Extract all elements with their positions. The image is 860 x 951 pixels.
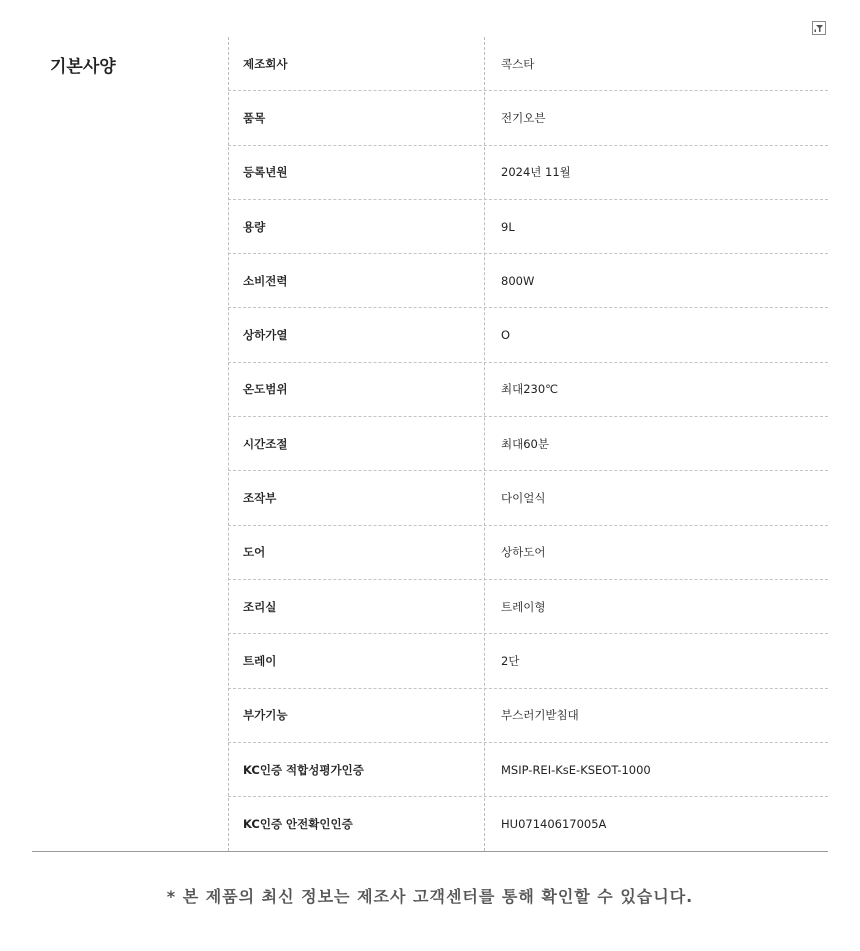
spec-label: 부가기능 (243, 708, 288, 723)
spec-value: 전기오븐 (501, 110, 546, 125)
filter-toggle-icon[interactable] (812, 21, 826, 35)
spec-label: 제조회사 (243, 56, 288, 71)
spec-value: 상하도어 (501, 545, 546, 560)
spec-label: 트레이 (243, 653, 277, 668)
spec-row-controls (228, 471, 828, 525)
spec-label: 도어 (243, 545, 266, 560)
spec-value: 트레이형 (501, 599, 546, 614)
spec-row-extra-features (228, 689, 828, 743)
spec-label: 소비전력 (243, 273, 288, 288)
spec-row-door (228, 526, 828, 580)
spec-row-cooking-chamber (228, 580, 828, 634)
spec-label: 조리실 (243, 599, 277, 614)
spec-value: 2024년 11월 (501, 165, 571, 180)
spec-row-tray (228, 634, 828, 688)
spec-row-top-bottom-heating (228, 308, 828, 362)
spec-row-kc-safety (228, 797, 828, 851)
spec-label: 등록년원 (243, 165, 288, 180)
spec-label: 품목 (243, 110, 266, 125)
spec-value: 부스러기받침대 (501, 708, 579, 723)
spec-label: 용량 (243, 219, 266, 234)
spec-label: 온도범위 (243, 382, 288, 397)
spec-label: 시간조절 (243, 436, 288, 451)
spec-value: 최대230℃ (501, 382, 559, 397)
spec-value: 콕스타 (501, 56, 535, 71)
spec-value: O (501, 328, 511, 343)
spec-value: 다이얼식 (501, 491, 546, 506)
spec-value: HU07140617005A (501, 817, 607, 832)
spec-label: 상하가열 (243, 328, 288, 343)
spec-value: 9L (501, 219, 515, 234)
spec-row-manufacturer (228, 37, 828, 91)
spec-table (228, 37, 828, 851)
spec-value: MSIP-REI-KsE-KSEOT-1000 (501, 762, 651, 777)
spec-row-registration-date (228, 146, 828, 200)
spec-label: KC인증 안전확인인증 (243, 817, 353, 832)
spec-row-item (228, 91, 828, 145)
table-bottom-border (32, 851, 828, 852)
spec-row-kc-conformity (228, 743, 828, 797)
spec-row-power (228, 254, 828, 308)
spec-row-timer (228, 417, 828, 471)
spec-value: 2단 (501, 653, 520, 668)
spec-value: 800W (501, 273, 535, 288)
spec-value: 최대60분 (501, 436, 549, 451)
spec-row-temperature-range (228, 363, 828, 417)
footnote: * 본 제품의 최신 정보는 제조사 고객센터를 통해 확인할 수 있습니다. (166, 887, 694, 906)
spec-label: 조작부 (243, 491, 277, 506)
spec-label: KC인증 적합성평가인증 (243, 762, 364, 777)
section-title: 기본사양 (50, 57, 116, 77)
spec-row-capacity (228, 200, 828, 254)
